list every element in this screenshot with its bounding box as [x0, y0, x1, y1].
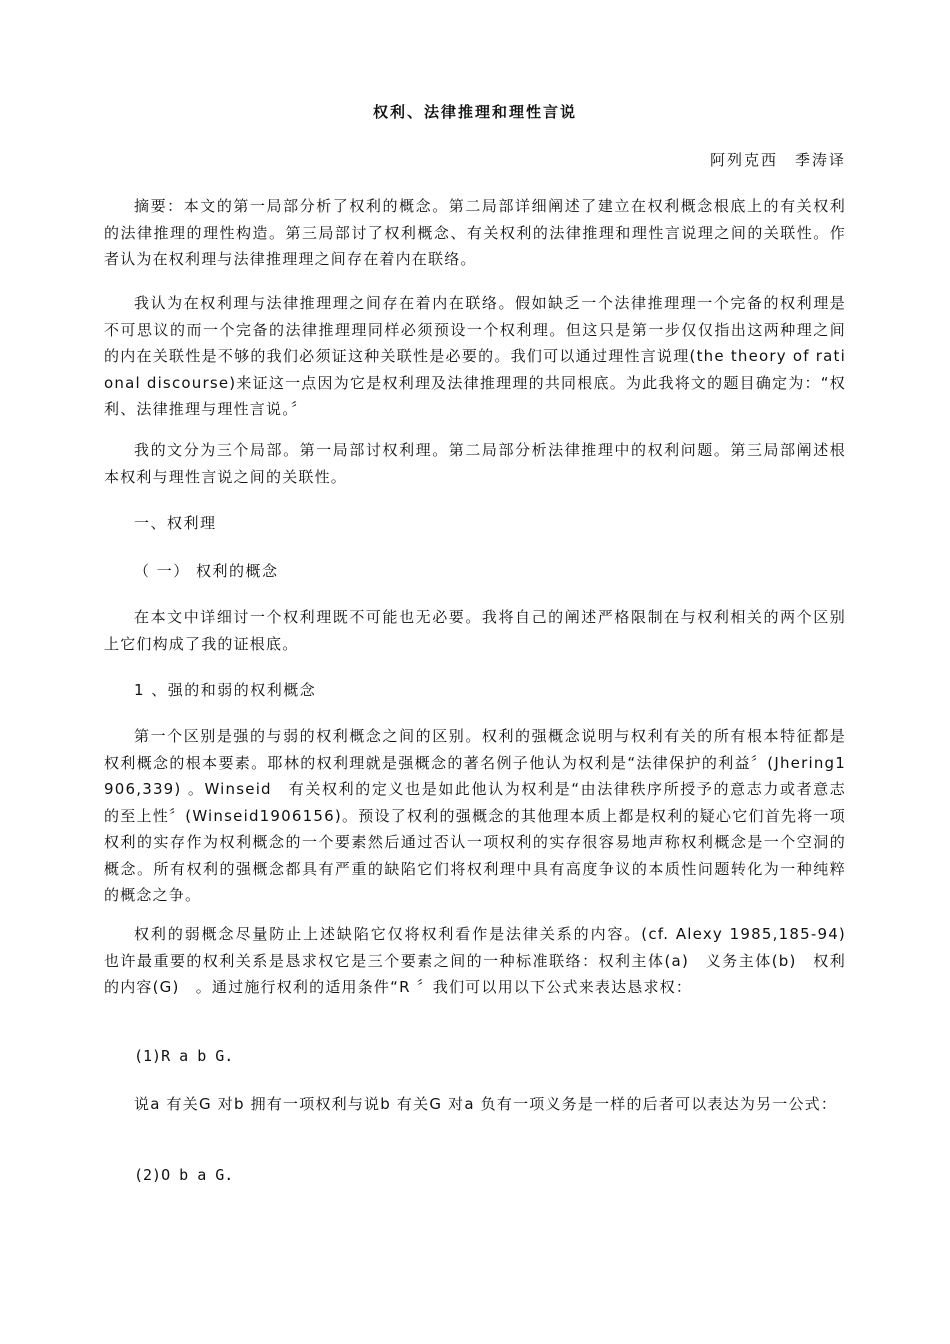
point-heading-1: 1 、强的和弱的权利概念 [134, 681, 317, 699]
strong-concept-paragraph: 第一个区别是强的与弱的权利概念之间的区别。权利的强概念说明与权利有关的所有根本特征都是权利概念的根本要素。耶林的权利理就是强概念的著名例子他认为权利是“法律保护的利益〞(Jhering1906,339) 。Winseid 有关权利的定义也是如此他认为权利是“由法律秩序所授予的意志力或者意志的至上性〞(Winseid1906156)。预设了权利的强概念的其他理本质上都是权利的疑心它们首先将一项权利的实存作为权利概念的一个要素然后通过否认一项权利的实存很容易地声称权利概念是一个空洞的概念。所有权利的强概念都具有严重的缺陷它们将权利理中具有高度争议的本质性问题转化为一种纯粹的概念之争。 [104, 727, 846, 904]
formula-1: (1)R a b G. [134, 1047, 234, 1065]
subsection-heading-1: （ 一） 权利的概念 [134, 562, 279, 580]
intro-paragraph-1: 我认为在权利理与法律推理理之间存在着内在联络。假如缺乏一个法律推理理一个完备的权利理是不可思议的而一个完备的法律推理理同样必须预设一个权利理。但这只是第一步仅仅指出这两种理之间的内在关联性是不够的我们必须证这种关联性是必要的。我们可以通过理性言说理(the theory of rational discourse)来证这一点因为它是权利理及法律推理理的共同根底。为此我将文的题目确定为：“权利、法律推理与理性言说。〞 [104, 294, 846, 418]
weak-concept-paragraph: 权利的弱概念尽量防止上述缺陷它仅将权利看作是法律关系的内容。(cf. Alexy 1985,185-94) 也许最重要的权利关系是恳求权它是三个要素之间的一种标准联络：权利主体(a) 义务主体(b) 权利的内容(G) 。通过施行权利的适用条件“R 〞我们可以用以下公式来表达恳求权： [104, 925, 863, 996]
abstract-paragraph: 摘要：本文的第一局部分析了权利的概念。第二局部详细阐述了建立在权利概念根底上的有关权利的法律推理的理性构造。第三局部讨了权利概念、有关权利的法律推理和理性言说理之间的关联性。作者认为在权利理与法律推理理之间存在着内在联络。 [104, 197, 846, 268]
document-title: 权利、法律推理和理性言说 [372, 103, 577, 121]
duty-paragraph: 说a 有关G 对b 拥有一项权利与说b 有关G 对a 负有一项义务是一样的后者可以表达为另一公式： [134, 1095, 838, 1113]
section-heading-1: 一、权利理 [134, 514, 217, 532]
formula-2: (2)O b a G. [134, 1166, 234, 1184]
concept-paragraph: 在本文中详细讨一个权利理既不可能也无必要。我将自己的阐述严格限制在与权利相关的两个区别上它们构成了我的证根底。 [104, 608, 846, 653]
intro-paragraph-2: 我的文分为三个局部。第一局部讨权利理。第二局部分析法律推理中的权利问题。第三局部阐述根本权利与理性言说之间的关联性。 [104, 441, 846, 486]
author-line: 阿列克西 季涛译 [709, 151, 846, 169]
